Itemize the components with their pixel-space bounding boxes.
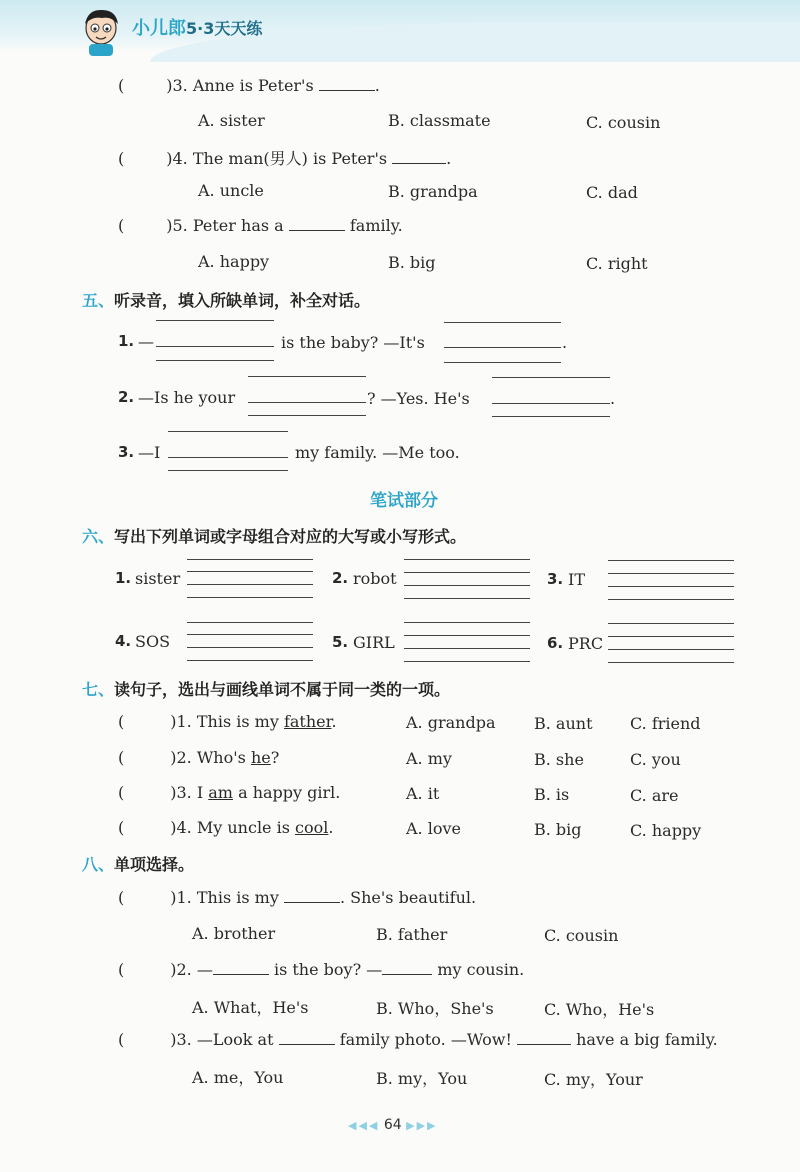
- question-number: )4.: [166, 149, 188, 168]
- answer-blank[interactable]: [392, 149, 446, 164]
- question-text: have a big family.: [576, 1030, 718, 1049]
- dialogue-middle: is the baby? —It's: [281, 333, 425, 352]
- guide-line: [404, 572, 530, 573]
- dialogue-middle: my family. —Me too.: [295, 443, 460, 462]
- right-arrows-icon: ▶▶▶: [406, 1119, 438, 1132]
- answer-line[interactable]: [168, 457, 288, 458]
- boy-mascot-icon: [76, 6, 126, 58]
- section-number: 六、: [82, 527, 115, 546]
- answer-blank[interactable]: [517, 1030, 571, 1045]
- guide-line: [444, 362, 561, 363]
- guide-line: [187, 597, 313, 598]
- question-number: )1.: [170, 888, 192, 907]
- question-text: Peter has a: [192, 216, 284, 235]
- dialogue-end: .: [562, 333, 568, 352]
- question-text: my cousin.: [437, 960, 525, 979]
- question-row: [118, 146, 451, 169]
- question-text: is the boy? —: [273, 960, 383, 979]
- guide-line: [608, 662, 734, 663]
- word: sister: [135, 569, 181, 588]
- guide-line: [608, 573, 734, 574]
- option-a: A. my: [406, 749, 452, 768]
- question-text: I: [196, 783, 209, 802]
- left-arrows-icon: ◀◀◀: [348, 1119, 380, 1132]
- item-number: 4.: [115, 632, 132, 650]
- item-number: 3.: [118, 443, 135, 461]
- question-end: family.: [349, 216, 403, 235]
- option-b: B. grandpa: [388, 182, 478, 201]
- answer-line[interactable]: [492, 403, 610, 404]
- guide-line: [608, 560, 734, 561]
- guide-line: [404, 559, 530, 560]
- guide-line: [168, 470, 288, 471]
- question-text: —: [196, 960, 213, 979]
- answer-line[interactable]: [404, 585, 530, 586]
- option-a: A. brother: [192, 924, 276, 943]
- dialogue-start: —: [138, 332, 154, 351]
- guide-line: [404, 622, 530, 623]
- paren-open: (: [118, 216, 125, 235]
- option-c: C. my，Your: [544, 1070, 643, 1089]
- written-part-title: 笔试部分: [370, 491, 438, 511]
- option-c: C. you: [630, 750, 681, 769]
- question-end: .: [328, 818, 334, 837]
- question-end: ?: [270, 748, 280, 767]
- question-row: [118, 216, 403, 235]
- question-end: .: [331, 712, 337, 731]
- option-b: B. is: [534, 785, 570, 804]
- question-row: ( )1. This is my . She's beautiful.: [118, 888, 477, 907]
- question-row: ( )3. —Look at family photo. —Wow! have a big family.: [118, 1030, 718, 1049]
- word: robot: [353, 569, 397, 588]
- option-a: A. it: [406, 784, 440, 803]
- answer-line[interactable]: [404, 648, 530, 649]
- item-number: 5.: [332, 633, 349, 651]
- section-title: 写出下列单词或字母组合对应的大写或小写形式。: [114, 527, 467, 546]
- option-a: A. me，You: [192, 1068, 284, 1087]
- question-text: This is my: [196, 712, 284, 731]
- item-number: 3.: [547, 570, 564, 588]
- page-footer: [348, 1117, 438, 1133]
- guide-line: [187, 634, 313, 635]
- section-title: 单项选择。: [114, 855, 195, 874]
- item-number: 1.: [118, 332, 135, 350]
- guide-line: [404, 635, 530, 636]
- answer-line[interactable]: [187, 584, 313, 585]
- answer-line[interactable]: [187, 647, 313, 648]
- guide-line: [492, 377, 610, 378]
- option-b: B. Who，She's: [376, 999, 494, 1018]
- answer-line[interactable]: [156, 346, 274, 347]
- option-b: B. big: [388, 253, 436, 272]
- question-end: a happy girl.: [232, 783, 341, 802]
- question-number: )3.: [166, 76, 188, 95]
- option-c: C. are: [630, 786, 679, 805]
- paren-open: (: [118, 149, 125, 168]
- guide-line: [156, 320, 274, 321]
- dialogue-middle: ? —Yes. He's: [367, 389, 470, 408]
- guide-line: [404, 661, 530, 662]
- question-text: Anne is Peter's: [192, 76, 314, 95]
- section-number: 八、: [82, 855, 115, 874]
- option-b: B. father: [376, 925, 448, 944]
- option-c: C. dad: [586, 183, 638, 202]
- section-number: 七、: [82, 680, 115, 699]
- word: PRC: [568, 634, 604, 653]
- question-end: .: [446, 149, 452, 168]
- section-6-heading: [82, 524, 466, 547]
- answer-line[interactable]: [608, 586, 734, 587]
- guide-line: [168, 431, 288, 432]
- option-a: A. uncle: [198, 181, 264, 200]
- dialogue-start: —Is he your: [138, 388, 236, 407]
- question-text: My uncle is: [196, 818, 296, 837]
- question-text: —Look at: [196, 1030, 274, 1049]
- question-row: [118, 76, 380, 95]
- guide-line: [608, 623, 734, 624]
- underlined-word: cool: [295, 818, 329, 837]
- question-number: )1.: [170, 712, 192, 731]
- answer-blank[interactable]: [289, 216, 345, 231]
- item-number: 1.: [115, 569, 132, 587]
- brand-name: 小儿郎: [132, 18, 186, 39]
- brand-title: [132, 14, 262, 40]
- option-c: C. happy: [630, 821, 702, 840]
- guide-line: [187, 660, 313, 661]
- question-number: )5.: [166, 216, 188, 235]
- option-a: A. happy: [198, 252, 270, 271]
- section-7-heading: [82, 677, 450, 700]
- answer-line[interactable]: [248, 402, 366, 403]
- question-row: ( )2. — is the boy? — my cousin.: [118, 960, 525, 979]
- guide-line: [248, 376, 366, 377]
- section-title: 读句子，选出与画线单词不属于同一类的一项。: [114, 680, 451, 699]
- item-number: 2.: [118, 388, 135, 406]
- option-a: A. sister: [198, 111, 265, 130]
- underlined-word: am: [208, 783, 233, 802]
- underlined-word: he: [250, 748, 271, 767]
- answer-blank[interactable]: [319, 76, 375, 91]
- option-c: C. right: [586, 254, 648, 273]
- dialogue-end: .: [610, 389, 616, 408]
- guide-line: [492, 416, 610, 417]
- question-text: This is my: [196, 888, 279, 907]
- option-b: B. classmate: [388, 111, 491, 130]
- option-a: A. What，He's: [192, 998, 309, 1017]
- section-number: 五、: [82, 291, 115, 310]
- section-8-heading: [82, 852, 194, 875]
- question-text: The man(男人) is Peter's: [192, 149, 388, 168]
- guide-line: [187, 559, 313, 560]
- word: IT: [568, 570, 585, 589]
- question-text: family photo. —Wow!: [339, 1030, 512, 1049]
- guide-line: [444, 322, 561, 323]
- word: SOS: [135, 632, 171, 651]
- question-number: )2.: [170, 748, 192, 767]
- question-number: )2.: [170, 960, 192, 979]
- guide-line: [608, 599, 734, 600]
- answer-line[interactable]: [444, 347, 561, 348]
- guide-line: [248, 415, 366, 416]
- question-text: Who's: [196, 748, 251, 767]
- question-number: )4.: [170, 818, 192, 837]
- answer-line[interactable]: [608, 649, 734, 650]
- option-c: C. Who，He's: [544, 1000, 655, 1019]
- section-5-heading: [82, 288, 370, 311]
- answer-blank[interactable]: [213, 960, 269, 975]
- section-title: 听录音，填入所缺单词，补全对话。: [114, 291, 371, 310]
- guide-line: [404, 598, 530, 599]
- answer-blank[interactable]: [279, 1030, 335, 1045]
- paren-open: (: [118, 76, 125, 95]
- guide-line: [187, 622, 313, 623]
- brand-series: 5·3天天练: [186, 19, 263, 38]
- option-a: A. grandpa: [406, 713, 496, 732]
- option-b: B. big: [534, 820, 582, 839]
- question-row: ( )2. Who's he?: [118, 748, 280, 767]
- underlined-word: father: [283, 712, 332, 731]
- option-a: A. love: [406, 819, 461, 838]
- option-c: C. cousin: [544, 926, 619, 945]
- option-b: B. aunt: [534, 714, 593, 733]
- option-b: B. she: [534, 750, 584, 769]
- item-number: 6.: [547, 634, 564, 652]
- guide-line: [156, 360, 274, 361]
- option-c: C. cousin: [586, 113, 661, 132]
- question-row: ( )1. This is my father.: [118, 712, 337, 731]
- question-number: )3.: [170, 783, 192, 802]
- question-row: ( )4. My uncle is cool.: [118, 818, 334, 837]
- question-row: ( )3. I am a happy girl.: [118, 783, 341, 802]
- option-b: B. my，You: [376, 1069, 468, 1088]
- question-number: )3.: [170, 1030, 192, 1049]
- guide-line: [608, 636, 734, 637]
- answer-blank[interactable]: [382, 960, 432, 975]
- question-text: . She's beautiful.: [339, 888, 477, 907]
- word: GIRL: [353, 633, 395, 652]
- question-end: .: [374, 76, 380, 95]
- guide-line: [187, 571, 313, 572]
- item-number: 2.: [332, 569, 349, 587]
- dialogue-start: —I: [138, 443, 161, 462]
- answer-blank[interactable]: [284, 888, 340, 903]
- page-number: 64: [383, 1117, 402, 1133]
- option-c: C. friend: [630, 714, 701, 733]
